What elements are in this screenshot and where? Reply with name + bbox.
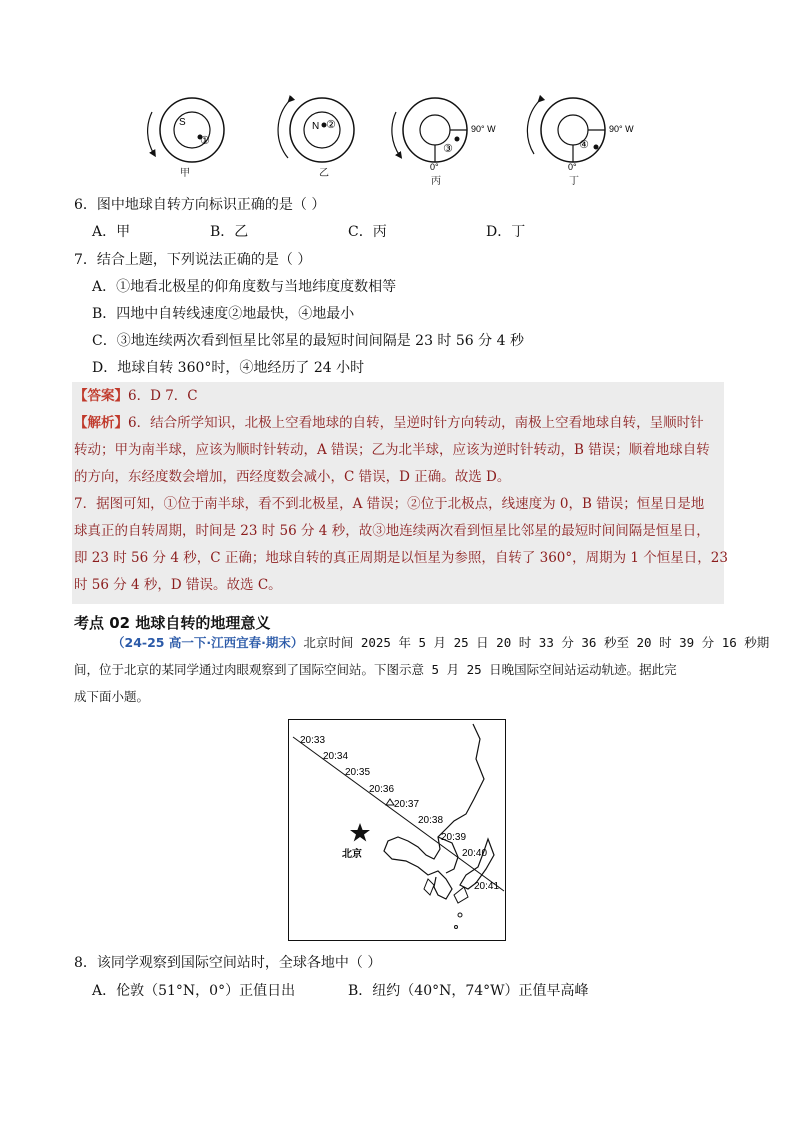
globe-caption-jia: 甲: [180, 168, 190, 179]
analysis-tag: 【解析】: [74, 415, 128, 431]
zero-label: 0°: [430, 162, 439, 172]
time-label: 20:38: [418, 815, 444, 826]
q6-option-c[interactable]: C．丙: [348, 224, 387, 240]
q8-option-b[interactable]: B．纽约（40°N，74°W）正值早高峰: [348, 983, 589, 999]
pole-label-s: S: [179, 117, 186, 128]
q7-option-c[interactable]: C．③地连续两次看到恒星比邻星的最短时间间隔是 23 时 56 分 4 秒: [92, 333, 524, 349]
city-beijing: 北京: [342, 849, 362, 860]
point-label-3: ③: [443, 142, 453, 155]
analysis-line: 球真正的自转周期，时间是 23 时 56 分 4 秒，故③地连续两次看到恒星比邻星的最短时间间隔是恒星日，: [74, 523, 710, 539]
pole-label-n: N: [312, 121, 320, 132]
time-label: 20:35: [345, 767, 371, 778]
globe-ding: [527, 98, 634, 172]
time-label: 20:39: [441, 832, 467, 843]
q7-option-d[interactable]: D．地球自转 360°时，④地经历了 24 小时: [92, 360, 365, 376]
question-7-stem: 7．结合上题，下列说法正确的是（ ）: [74, 252, 312, 268]
analysis-line: 的方向，东经度数会增加，西经度数会减小，C 错误，D 正确。故选 D。: [74, 469, 511, 485]
q6-option-d[interactable]: D．丁: [486, 224, 526, 240]
q7-option-a[interactable]: A．①地看北极星的仰角度数与当地纬度度数相等: [92, 279, 397, 295]
analysis-line: 7．据图可知，①位于南半球，看不到北极星，A 错误；②位于北极点，线速度为 0，B 错误；恒星日是地: [74, 496, 705, 512]
globe-caption-yi: 乙: [319, 168, 329, 179]
intro-text: 北京时间 2025 年 5 月 25 日 20 时 33 分 36 秒至 20 时 39 分 16 秒期: [303, 635, 770, 650]
question-6-stem: 6．图中地球自转方向标识正确的是（ ）: [74, 197, 326, 213]
q8-option-a[interactable]: A．伦敦（51°N，0°）正值日出: [92, 983, 296, 999]
earth-rotation-figures: [130, 92, 650, 184]
analysis-line: [74, 413, 704, 433]
lon-label: 90° W: [471, 124, 496, 134]
globe-jia: [148, 98, 224, 162]
analysis-line: 时 56 分 4 秒，D 错误。故选 C。: [74, 577, 282, 593]
globe-bing: [392, 98, 496, 172]
globe-yi: [278, 98, 354, 162]
time-label: 20:34: [323, 751, 349, 762]
time-label: 20:36: [369, 784, 395, 795]
analysis-line: 即 23 时 56 分 4 秒，C 正确；地球自转的真正周期是以恒星为参照，自转了 360°，周期为 1 个恒星日，23: [74, 550, 728, 566]
zero-label: 0°: [568, 162, 577, 172]
point-label-1: ①: [200, 134, 210, 147]
answer-text: 6．D 7．C: [128, 388, 198, 404]
q6-option-b[interactable]: B．乙: [210, 224, 249, 240]
time-label: 20:33: [300, 735, 326, 746]
point-label-2: ②: [326, 118, 336, 131]
q6-option-a[interactable]: A．甲: [92, 224, 131, 240]
section-title: 考点 02 地球自转的地理意义: [74, 614, 271, 632]
point-label-4: ④: [579, 138, 589, 151]
time-label: 20:40: [462, 848, 488, 859]
q7-option-b[interactable]: B．四地中自转线速度②地最快，④地最小: [92, 306, 355, 322]
intro-line-1: [112, 632, 769, 654]
question-8-stem: 8．该同学观察到国际空间站时，全球各地中（ ）: [74, 955, 382, 971]
analysis-text: 6．结合所学知识，北极上空看地球的自转，呈逆时针方向转动，南极上空看地球自转，呈顺时针: [128, 415, 704, 431]
intro-line-2: 间，位于北京的某同学通过肉眼观察到了国际空间站。下图示意 5 月 25 日晚国际空间站运动轨迹。据此完: [74, 662, 677, 677]
analysis-line: 转动；甲为南半球，应该为顺时针转动，A 错误；乙为北半球，应该为逆时针转动，B 错误；顺着地球自转: [74, 442, 710, 458]
globe-caption-ding: 丁: [569, 176, 579, 187]
globe-caption-bing: 丙: [431, 176, 441, 187]
intro-line-3: 成下面小题。: [74, 689, 150, 704]
lon-label: 90° W: [609, 124, 634, 134]
answer-line: [74, 386, 198, 406]
time-label: 20:41: [474, 881, 500, 892]
time-label: 20:37: [394, 799, 420, 810]
answer-tag: 【答案】: [74, 388, 128, 404]
iss-trajectory-map: [288, 719, 506, 941]
question-source: （24-25 高一下·江西宜春·期末）: [112, 635, 304, 650]
